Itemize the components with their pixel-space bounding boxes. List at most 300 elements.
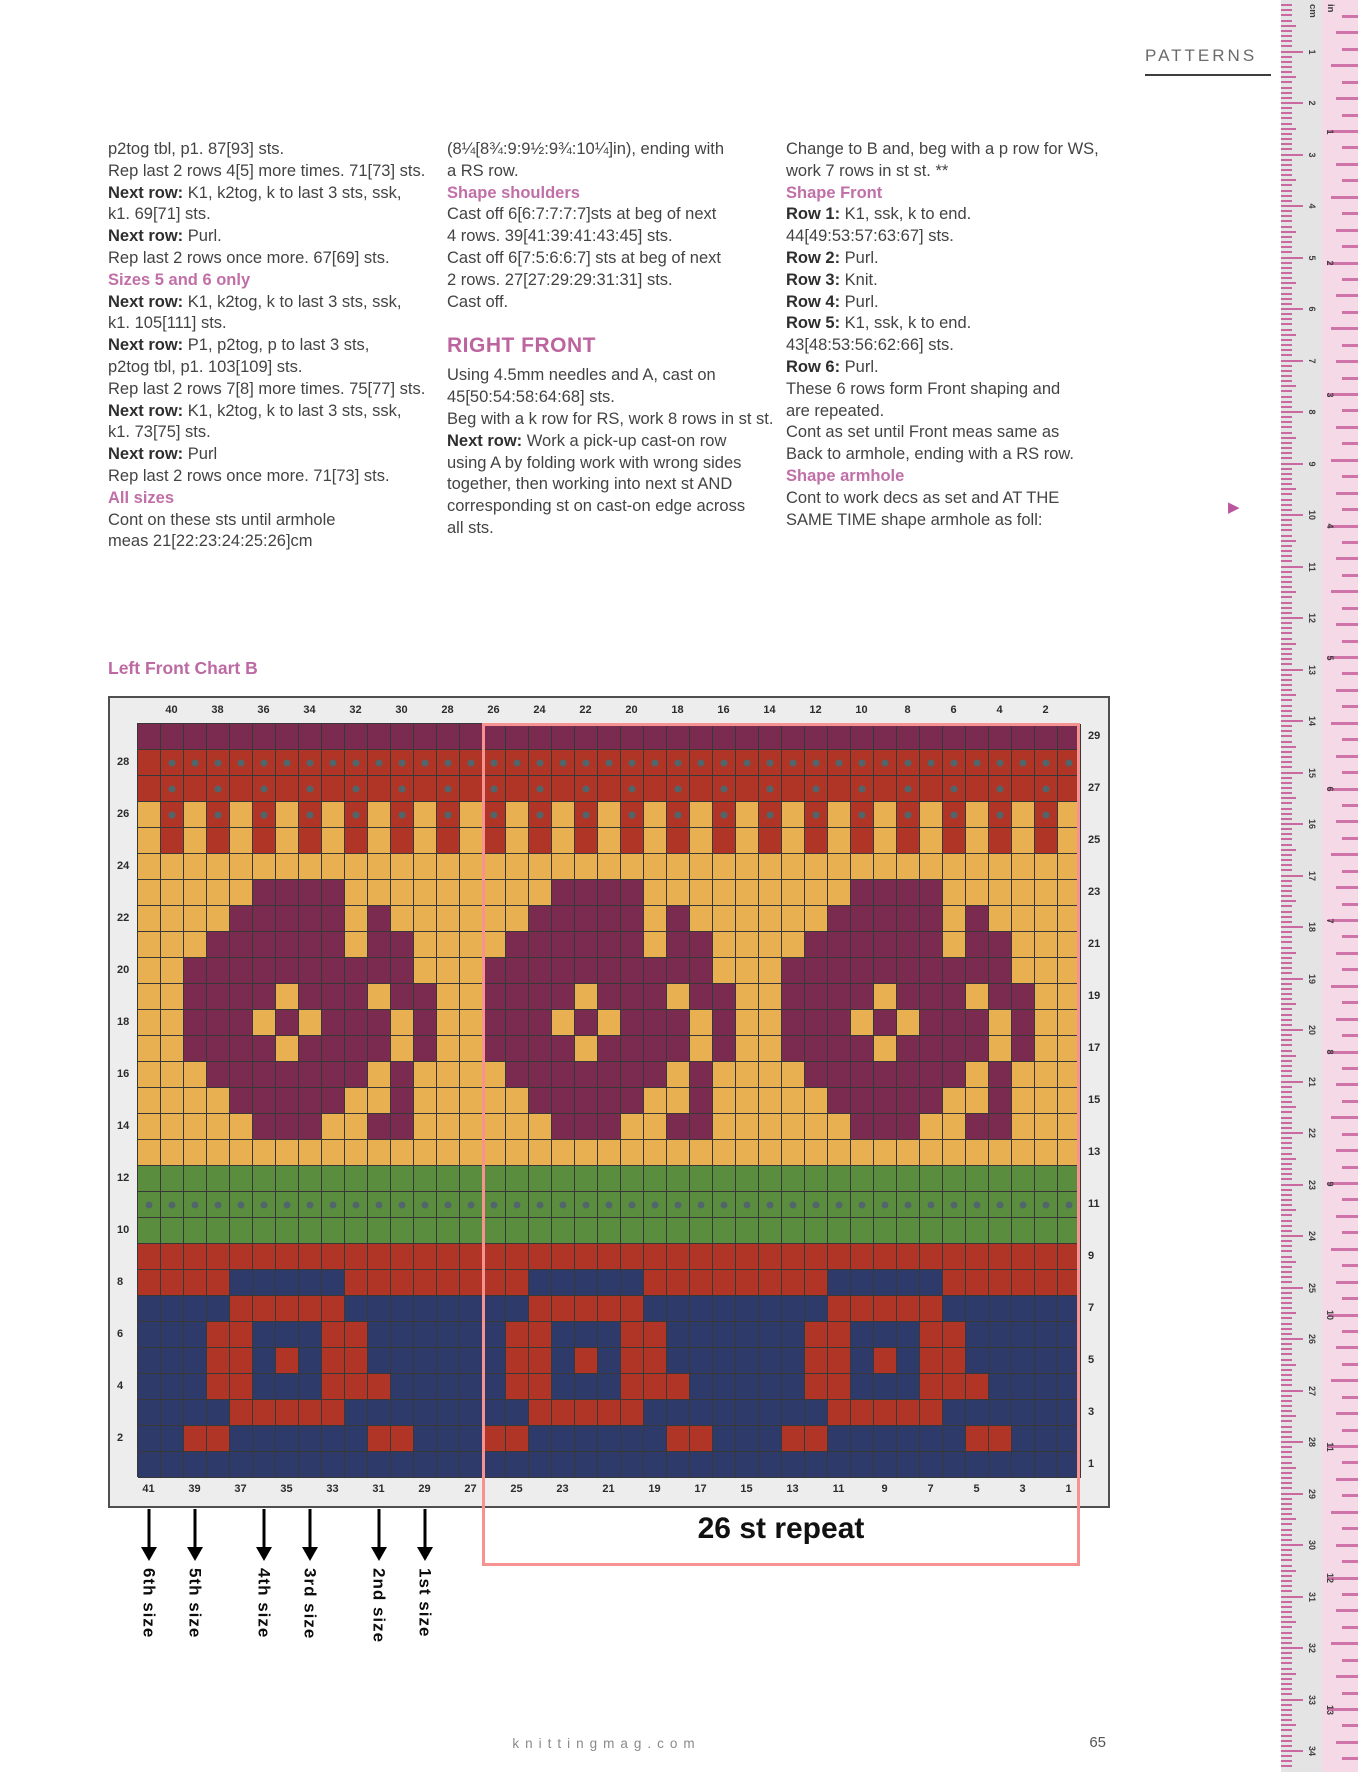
ruler-tick-cm xyxy=(1281,1400,1292,1402)
chart-cell xyxy=(552,1140,575,1166)
purl-dot-icon xyxy=(330,1201,337,1208)
ruler-tick-inch xyxy=(1342,1527,1358,1530)
chart-cell xyxy=(874,724,897,750)
ruler-tick-cm xyxy=(1281,1132,1303,1134)
ruler-tick-inch xyxy=(1336,31,1358,34)
chart-cell xyxy=(943,724,966,750)
chart-cell xyxy=(575,1062,598,1088)
chart-cell xyxy=(897,1062,920,1088)
ruler-number-cm: 21 xyxy=(1307,1076,1317,1087)
chart-cell xyxy=(644,1114,667,1140)
chart-cell xyxy=(828,1296,851,1322)
purl-dot-icon xyxy=(606,759,613,766)
chart-cell xyxy=(943,1036,966,1062)
chart-cell xyxy=(621,1140,644,1166)
purl-dot-icon xyxy=(307,811,314,818)
ruler-tick-inch xyxy=(1342,1133,1358,1136)
chart-cell xyxy=(253,1088,276,1114)
chart-cell xyxy=(207,1140,230,1166)
chart-cell xyxy=(759,1400,782,1426)
chart-cell xyxy=(138,932,161,958)
ruler-tick-cm xyxy=(1281,1637,1292,1639)
chart-cell xyxy=(529,750,552,776)
ruler-number-inch: 13 xyxy=(1325,1704,1335,1715)
chart-cell xyxy=(989,880,1012,906)
chart-cell xyxy=(621,1218,644,1244)
chart-cell xyxy=(345,1296,368,1322)
chart-cell xyxy=(736,932,759,958)
chart-cell xyxy=(759,1348,782,1374)
ruler-tick-cm xyxy=(1281,1029,1303,1031)
ruler-tick-inch xyxy=(1336,229,1358,232)
chart-cell xyxy=(805,984,828,1010)
chart-cell xyxy=(460,1400,483,1426)
chart-cell xyxy=(138,802,161,828)
chart-cell xyxy=(621,1452,644,1478)
chart-cell xyxy=(667,1036,690,1062)
chart-cell xyxy=(506,984,529,1010)
chart-cell xyxy=(713,1244,736,1270)
ruler-tick-cm xyxy=(1281,1142,1292,1144)
ruler-tick-cm xyxy=(1281,143,1292,145)
chart-cell xyxy=(161,854,184,880)
text-line: Back to armhole, ending with a RS row. xyxy=(786,445,1074,464)
chart-cell xyxy=(828,1348,851,1374)
ruler-tick-cm xyxy=(1281,519,1292,521)
chart-cell xyxy=(874,1114,897,1140)
purl-dot-icon xyxy=(767,785,774,792)
chart-cell xyxy=(713,1296,736,1322)
chart-cell xyxy=(621,1166,644,1192)
ruler-tick-cm xyxy=(1281,1405,1292,1407)
chart-cell xyxy=(253,776,276,802)
chart-cell xyxy=(782,854,805,880)
chart-cell xyxy=(207,1348,230,1374)
chart-cell xyxy=(690,1140,713,1166)
purl-dot-icon xyxy=(629,785,636,792)
chart-cell xyxy=(575,1400,598,1426)
chart-cell xyxy=(483,1218,506,1244)
chart-cell xyxy=(368,1452,391,1478)
chart-cell xyxy=(552,984,575,1010)
chart-cell xyxy=(483,776,506,802)
chart-cell xyxy=(874,1400,897,1426)
chart-cell xyxy=(506,854,529,880)
chart-cell xyxy=(736,1348,759,1374)
ruler-tick-cm xyxy=(1281,40,1292,42)
chart-cell xyxy=(322,1374,345,1400)
ruler-tick-cm xyxy=(1281,627,1292,629)
ruler-tick-inch xyxy=(1331,1642,1358,1645)
purl-dot-icon xyxy=(767,759,774,766)
chart-cell xyxy=(506,1452,529,1478)
chart-cell xyxy=(437,906,460,932)
chart-cell xyxy=(874,1036,897,1062)
chart-cell xyxy=(736,1400,759,1426)
chart-cell xyxy=(529,802,552,828)
ruler-tick-cm xyxy=(1281,1431,1292,1433)
chart-cell xyxy=(276,1036,299,1062)
chart-cell xyxy=(460,1166,483,1192)
chart-cell xyxy=(667,1296,690,1322)
chart-cell xyxy=(276,1296,299,1322)
chart-cell xyxy=(897,1296,920,1322)
chart-cell xyxy=(552,1244,575,1270)
purl-dot-icon xyxy=(629,759,636,766)
chart-cell xyxy=(805,1140,828,1166)
ruler-tick-cm xyxy=(1281,1503,1292,1505)
chart-cell xyxy=(368,828,391,854)
ruler-tick-inch xyxy=(1342,1067,1358,1070)
text-column-1 xyxy=(108,140,442,554)
ruler-tick-cm xyxy=(1281,200,1292,202)
ruler-tick-cm xyxy=(1281,550,1292,552)
chart-cell xyxy=(1012,854,1035,880)
chart-row-label-left: 10 xyxy=(117,1224,130,1236)
ruler-tick-cm xyxy=(1281,694,1296,696)
chart-cell xyxy=(644,1192,667,1218)
ruler-tick-cm xyxy=(1281,128,1296,130)
chart-cell xyxy=(1012,1114,1035,1140)
chart-cell xyxy=(345,1114,368,1140)
chart-cell xyxy=(322,1452,345,1478)
chart-cell xyxy=(552,1036,575,1062)
chart-cell xyxy=(598,880,621,906)
chart-cell xyxy=(184,1244,207,1270)
chart-cell xyxy=(138,906,161,932)
text-line: Cont as set until Front meas same as xyxy=(786,423,1060,442)
ruler-tick-cm xyxy=(1281,509,1292,511)
chart-cell xyxy=(828,802,851,828)
chart-cell xyxy=(713,1374,736,1400)
ruler-tick-cm xyxy=(1281,916,1292,918)
chart-cell xyxy=(437,1036,460,1062)
chart-cell xyxy=(1058,906,1081,932)
chart-cell xyxy=(299,932,322,958)
chart-cell xyxy=(667,1452,690,1478)
chart-cell xyxy=(1058,1426,1081,1452)
ruler-tick-cm xyxy=(1281,447,1292,449)
chart-cell xyxy=(322,958,345,984)
chart-cell xyxy=(598,828,621,854)
text-line: meas 21[22:23:24:25:26]cm xyxy=(108,532,313,551)
chart-cell xyxy=(437,984,460,1010)
chart-cell xyxy=(644,750,667,776)
chart-cell xyxy=(414,724,437,750)
ruler-cm-unit-label: cm xyxy=(1307,4,1318,18)
chart-cell xyxy=(1035,1322,1058,1348)
chart-cell xyxy=(621,958,644,984)
ruler-tick-cm xyxy=(1281,514,1303,516)
chart-cell xyxy=(437,854,460,880)
chart-cell xyxy=(552,1166,575,1192)
size-arrow-head-icon xyxy=(256,1547,272,1561)
ruler-tick-inch xyxy=(1342,804,1358,807)
chart-cell xyxy=(966,1270,989,1296)
chart-cell xyxy=(184,1010,207,1036)
ruler-tick-cm xyxy=(1281,998,1292,1000)
text-line: Next row: K1, k2tog, k to last 3 sts, ssk, xyxy=(108,401,402,420)
ruler-tick-cm xyxy=(1281,1601,1292,1603)
ruler-tick-cm xyxy=(1281,911,1292,913)
chart-cell xyxy=(552,854,575,880)
chart-cell xyxy=(690,1374,713,1400)
text-line: together, then working into next st AND xyxy=(447,475,733,494)
chart-cell xyxy=(736,1062,759,1088)
chart-cell xyxy=(368,1114,391,1140)
ruler-number-cm: 32 xyxy=(1307,1642,1317,1654)
ruler-tick-cm xyxy=(1281,1709,1292,1711)
chart-col-label-top: 12 xyxy=(809,704,822,716)
text-line: 4 rows. 39[41:39:41:43:45] sts. xyxy=(447,227,673,246)
chart-cell xyxy=(161,828,184,854)
continued-arrow-icon: ▶ xyxy=(1228,499,1240,516)
chart-cell xyxy=(943,1426,966,1452)
chart-cell xyxy=(161,1192,184,1218)
purl-dot-icon xyxy=(560,1201,567,1208)
chart-cell xyxy=(966,724,989,750)
chart-cell xyxy=(207,750,230,776)
chart-cell xyxy=(230,1400,253,1426)
chart-cell xyxy=(1058,1062,1081,1088)
purl-dot-icon xyxy=(951,811,958,818)
chart-cell xyxy=(943,984,966,1010)
ruler-tick-inch xyxy=(1336,1083,1358,1086)
ruler-tick-cm xyxy=(1281,318,1292,320)
chart-cell xyxy=(391,724,414,750)
chart-cell xyxy=(759,1192,782,1218)
chart-cell xyxy=(966,1192,989,1218)
chart-cell xyxy=(230,1374,253,1400)
purl-dot-icon xyxy=(813,811,820,818)
chart-cell xyxy=(368,1322,391,1348)
ruler-tick-cm xyxy=(1281,1230,1292,1232)
chart-cell xyxy=(575,750,598,776)
chart-cell xyxy=(966,776,989,802)
ruler-tick-cm xyxy=(1281,591,1296,593)
chart-cell xyxy=(437,1192,460,1218)
chart-cell xyxy=(782,1452,805,1478)
chart-cell xyxy=(529,1218,552,1244)
ruler-tick-cm xyxy=(1281,1070,1292,1072)
chart-cell xyxy=(138,1400,161,1426)
chart-cell xyxy=(828,750,851,776)
chart-cell xyxy=(782,906,805,932)
chart-cell xyxy=(345,1192,368,1218)
chart-cell xyxy=(230,1348,253,1374)
chart-cell xyxy=(851,958,874,984)
ruler-tick-inch xyxy=(1336,97,1358,100)
chart-cell xyxy=(736,1374,759,1400)
chart-cell xyxy=(920,1348,943,1374)
chart-cell xyxy=(1058,854,1081,880)
page-number: 65 xyxy=(1089,1734,1106,1751)
chart-cell xyxy=(920,1036,943,1062)
ruler-tick-cm xyxy=(1281,576,1292,578)
chart-cell xyxy=(138,1270,161,1296)
chart-cell xyxy=(759,750,782,776)
chart-cell xyxy=(667,802,690,828)
chart-cell xyxy=(897,958,920,984)
chart-cell xyxy=(552,724,575,750)
ruler-tick-cm xyxy=(1281,1750,1303,1752)
chart-cell xyxy=(230,776,253,802)
purl-dot-icon xyxy=(790,1201,797,1208)
chart-cell xyxy=(207,828,230,854)
chart-cell xyxy=(276,906,299,932)
chart-cell xyxy=(575,1296,598,1322)
chart-cell xyxy=(828,1010,851,1036)
chart-cell xyxy=(552,958,575,984)
chart-cell xyxy=(483,1400,506,1426)
chart-cell xyxy=(805,750,828,776)
ruler-tick-cm xyxy=(1281,1117,1292,1119)
purl-dot-icon xyxy=(997,1201,1004,1208)
ruler-tick-cm xyxy=(1281,1261,1296,1263)
chart-cell xyxy=(782,932,805,958)
purl-dot-icon xyxy=(859,811,866,818)
chart-cell xyxy=(207,1400,230,1426)
text-line: are repeated. xyxy=(786,401,885,420)
chart-cell xyxy=(322,1114,345,1140)
chart-cell xyxy=(966,1244,989,1270)
purl-dot-icon xyxy=(537,759,544,766)
chart-cell xyxy=(345,724,368,750)
chart-cell xyxy=(920,1114,943,1140)
chart-cell xyxy=(552,880,575,906)
chart-cell xyxy=(851,1140,874,1166)
chart-cell xyxy=(805,1192,828,1218)
chart-cell xyxy=(759,828,782,854)
chart-cell xyxy=(276,1166,299,1192)
ruler-tick-cm xyxy=(1281,632,1292,634)
ruler-tick-inch xyxy=(1336,1281,1358,1284)
chart-cell xyxy=(874,828,897,854)
chart-cell xyxy=(138,1010,161,1036)
chart-cell xyxy=(713,1218,736,1244)
ruler-tick-cm xyxy=(1281,14,1292,16)
chart-cell xyxy=(897,1426,920,1452)
ruler-tick-inch xyxy=(1342,968,1358,971)
chart-cell xyxy=(644,1374,667,1400)
chart-cell xyxy=(161,724,184,750)
ruler-tick-cm xyxy=(1281,133,1292,135)
chart-cell xyxy=(575,776,598,802)
chart-cell xyxy=(782,1348,805,1374)
chart-cell xyxy=(345,1036,368,1062)
chart-cell xyxy=(184,1270,207,1296)
chart-row-label-left: 16 xyxy=(117,1068,130,1080)
ruler-tick-cm xyxy=(1281,215,1292,217)
chart-cell xyxy=(184,1296,207,1322)
ruler-tick-cm xyxy=(1281,1693,1292,1695)
ruler-tick-inch xyxy=(1342,574,1358,577)
ruler-tick-inch xyxy=(1336,1544,1358,1547)
chart-cell xyxy=(276,958,299,984)
chart-cell xyxy=(437,1348,460,1374)
chart-cell xyxy=(805,1348,828,1374)
ruler-tick-cm xyxy=(1281,808,1292,810)
chart-cell xyxy=(207,1218,230,1244)
chart-cell xyxy=(207,1244,230,1270)
chart-cell xyxy=(1058,880,1081,906)
chart-cell xyxy=(184,854,207,880)
ruler-tick-cm xyxy=(1281,555,1292,557)
chart-cell xyxy=(184,802,207,828)
ruler-tick-cm xyxy=(1281,1050,1292,1052)
chart-cell xyxy=(690,1322,713,1348)
chart-cell xyxy=(1012,1426,1035,1452)
chart-cell xyxy=(828,724,851,750)
ruler-number-cm: 30 xyxy=(1307,1539,1317,1551)
chart-cell xyxy=(1058,1400,1081,1426)
chart-cell xyxy=(575,854,598,880)
chart-cell xyxy=(437,828,460,854)
chart-cell xyxy=(552,1062,575,1088)
chart-cell xyxy=(483,1452,506,1478)
chart-cell xyxy=(1058,1036,1081,1062)
chart-cell xyxy=(1012,1192,1035,1218)
chart-cell xyxy=(644,1426,667,1452)
chart-cell xyxy=(414,1296,437,1322)
chart-cell xyxy=(529,1114,552,1140)
chart-cell xyxy=(736,1088,759,1114)
chart-cell xyxy=(667,958,690,984)
chart-cell xyxy=(1012,1322,1035,1348)
ruler-tick-inch xyxy=(1342,212,1358,215)
chart-cell xyxy=(989,1348,1012,1374)
purl-dot-icon xyxy=(836,1201,843,1208)
chart-cell xyxy=(345,984,368,1010)
chart-cell xyxy=(299,750,322,776)
ruler-tick-cm xyxy=(1281,1364,1296,1366)
chart-cell xyxy=(368,880,391,906)
chart-cell xyxy=(138,1218,161,1244)
chart-cell xyxy=(1012,1452,1035,1478)
chart-cell xyxy=(989,1452,1012,1478)
ruler-tick-cm xyxy=(1281,1034,1292,1036)
ruler-tick-cm xyxy=(1281,1559,1292,1561)
chart-cell xyxy=(207,1296,230,1322)
ruler-tick-cm xyxy=(1281,787,1292,789)
chart-cell xyxy=(782,1062,805,1088)
ruler-tick-inch xyxy=(1342,409,1358,412)
purl-dot-icon xyxy=(376,1201,383,1208)
chart-cell xyxy=(437,1088,460,1114)
chart-cell xyxy=(874,802,897,828)
ruler-tick-cm xyxy=(1281,1343,1292,1345)
chart-cell xyxy=(828,932,851,958)
purl-dot-icon xyxy=(192,759,199,766)
chart-cell xyxy=(161,1348,184,1374)
chart-cell xyxy=(943,1010,966,1036)
chart-cell xyxy=(1035,1114,1058,1140)
purl-dot-icon xyxy=(859,1201,866,1208)
ruler-number-inch: 3 xyxy=(1325,391,1335,398)
chart-col-label-top: 14 xyxy=(763,704,776,716)
chart-cell xyxy=(529,1036,552,1062)
chart-cell xyxy=(782,880,805,906)
chart-panel xyxy=(108,696,1110,1508)
ruler-tick-cm xyxy=(1281,766,1292,768)
chart-cell xyxy=(851,828,874,854)
chart-cell xyxy=(529,958,552,984)
ruler-tick-cm xyxy=(1281,746,1296,748)
ruler-tick-cm xyxy=(1281,1472,1292,1474)
chart-cell xyxy=(322,854,345,880)
chart-cell xyxy=(506,1218,529,1244)
purl-dot-icon xyxy=(215,759,222,766)
